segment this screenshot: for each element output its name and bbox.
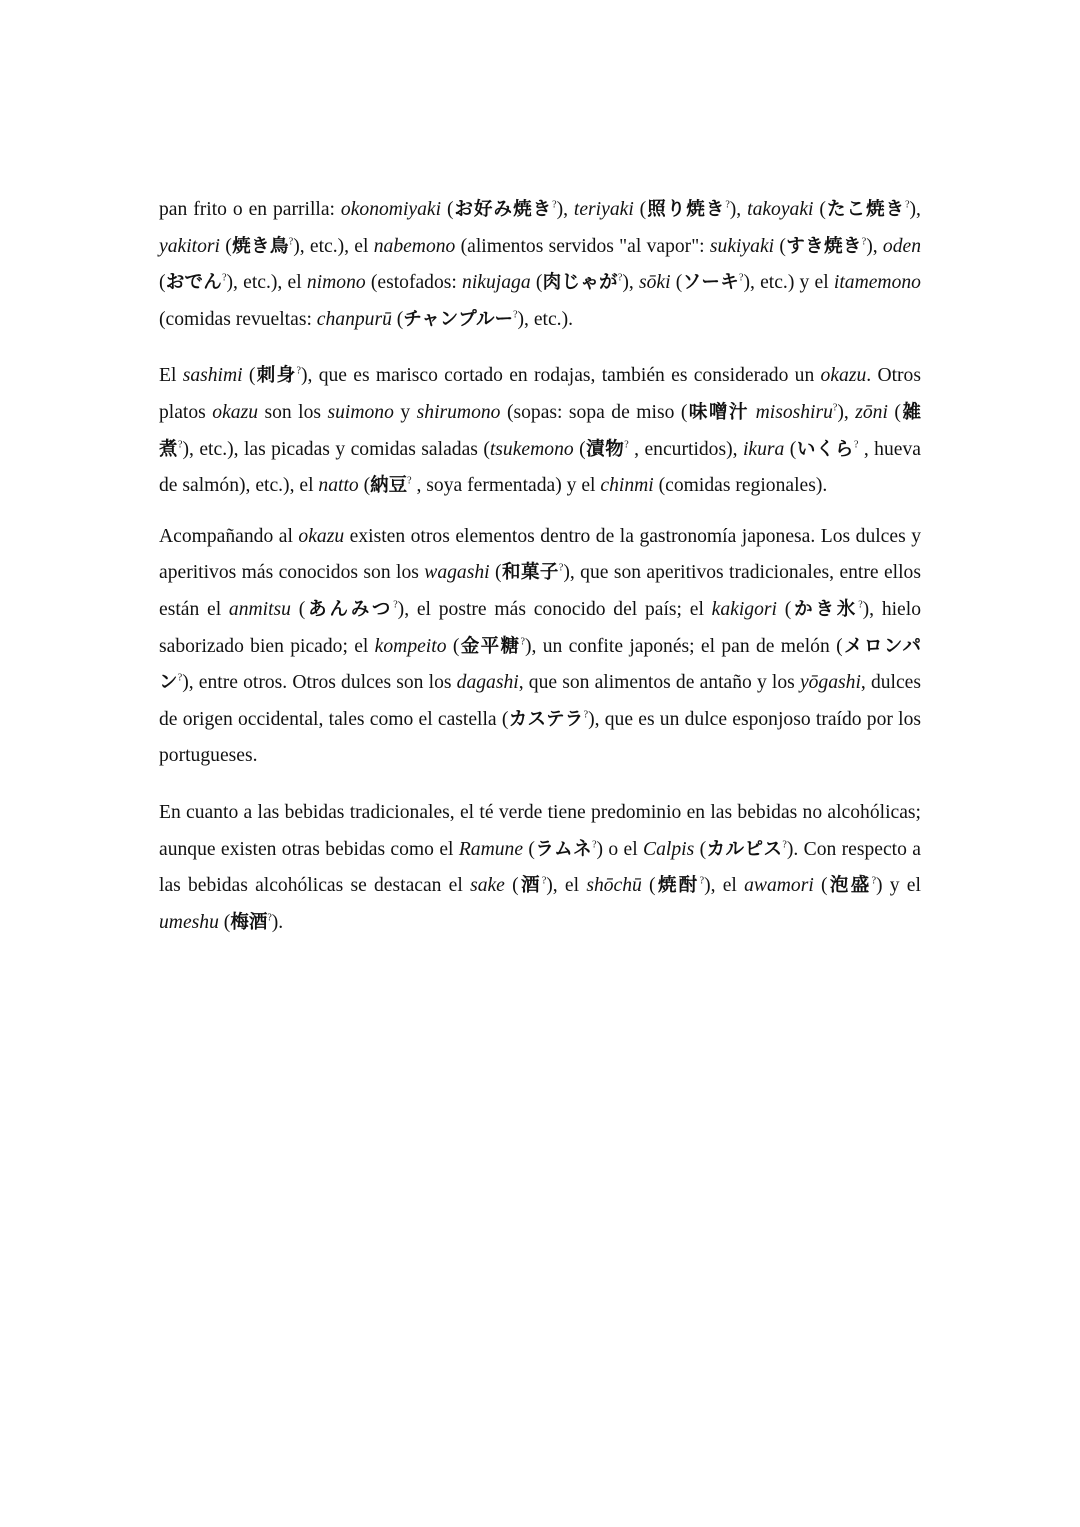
japanese-term: 焼き鳥	[231, 235, 289, 257]
text-run: ),	[837, 401, 856, 423]
italic-term: chanpurū	[316, 308, 392, 330]
text-run: (	[813, 875, 828, 897]
italic-term: Calpis	[643, 838, 695, 860]
text-run: (	[358, 475, 371, 497]
japanese-term: 漬物	[585, 438, 625, 460]
italic-term: anmitsu	[228, 598, 291, 620]
text-run: (estofados:	[365, 272, 463, 294]
missing-glyph-marker: ?	[513, 309, 518, 321]
italic-term: nikujaga	[462, 272, 531, 294]
japanese-term: チャンプルー	[403, 308, 514, 330]
text-run: (	[504, 875, 519, 897]
italic-term: sake	[470, 875, 505, 897]
missing-glyph-marker: ?	[853, 439, 859, 451]
missing-glyph-marker: ?	[617, 272, 623, 284]
japanese-term: カステラ	[508, 708, 584, 730]
text-run: (	[694, 838, 707, 860]
text-run: ), etc.).	[517, 308, 573, 330]
italic-term: natto	[318, 475, 359, 497]
text-run: ), que es marisco cortado en rodajas, también es considerado un	[301, 365, 821, 387]
japanese-term: 酒	[518, 875, 542, 897]
text-run: ), que son aperitivos tradicionales, entre ellos están el	[159, 562, 921, 620]
japanese-term: メロンパン	[159, 635, 921, 694]
missing-glyph-marker: ?	[624, 439, 629, 451]
italic-term: okazu	[298, 525, 345, 547]
text-run: ), que es un dulce esponjoso traído por los portugueses.	[159, 708, 922, 767]
text-run: (	[530, 272, 543, 294]
text-run: ). Con respecto a las bebidas alcohólicas se destacan el	[159, 838, 921, 897]
text-run: existen otros elementos dentro de la gastronomía japonesa. Los dulces y aperitivos más conocidos son los	[159, 525, 921, 584]
missing-glyph-marker: ?	[725, 199, 730, 211]
missing-glyph-marker: ?	[552, 199, 557, 211]
text-run: (	[776, 598, 792, 620]
missing-glyph-marker: ?	[583, 709, 589, 721]
missing-glyph-marker: ?	[782, 838, 787, 850]
text-run: (	[242, 365, 256, 387]
japanese-term: 雑煮	[159, 401, 921, 460]
japanese-term: 味噌汁	[687, 401, 750, 423]
text-run: (	[218, 911, 231, 933]
text-run: , encurtidos),	[628, 438, 743, 460]
japanese-term: ラムネ	[534, 838, 593, 860]
paragraph-beverages	[159, 795, 921, 941]
text-run: (	[813, 199, 826, 220]
text-run: ), hielo saborizado bien picado; el	[159, 598, 921, 657]
text-run: y	[393, 401, 417, 423]
text-run: (	[446, 635, 460, 657]
japanese-term: かき氷	[791, 598, 859, 620]
missing-glyph-marker: ?	[832, 402, 838, 414]
missing-glyph-marker: ?	[520, 636, 525, 647]
text-run: En cuanto a las bebidas tradicionales, el té verde tiene predominio en las bebidas no alcohólicas; aunque existen otras bebidas como el	[159, 801, 921, 860]
text-run: ),	[729, 199, 748, 220]
missing-glyph-marker: ?	[177, 672, 183, 684]
text-run: (	[290, 598, 306, 620]
paragraph-okazu-cooking-methods	[159, 192, 921, 338]
text-run: ),	[556, 199, 574, 220]
japanese-term: すき焼き	[785, 235, 862, 257]
italic-term: kakigori	[711, 598, 777, 620]
text-run: (	[159, 272, 166, 294]
text-run: . Otros platos	[159, 365, 921, 423]
japanese-term: 焼酎	[655, 875, 700, 897]
italic-term: zōni	[855, 401, 888, 423]
missing-glyph-marker: ?	[699, 875, 705, 887]
text-run: son los	[258, 401, 328, 423]
italic-term: takoyaki	[747, 199, 814, 220]
text-run: (	[573, 438, 586, 460]
text-run: ), entre otros. Otros dulces son los	[182, 672, 457, 694]
missing-glyph-marker: ?	[871, 875, 877, 887]
japanese-term: おでん	[165, 272, 223, 294]
missing-glyph-marker: ?	[393, 599, 398, 611]
japanese-term: お好み焼き	[453, 199, 553, 220]
italic-term: wagashi	[424, 562, 490, 584]
missing-glyph-marker: ?	[739, 272, 744, 284]
italic-term: yakitori	[159, 235, 220, 257]
italic-term: kompeito	[374, 635, 447, 657]
text-run: ), el	[546, 875, 587, 897]
text-run: , dulces de origen occidental, tales como el castella (	[159, 672, 921, 730]
paragraph-sweets-and-snacks	[159, 519, 921, 775]
italic-term: chinmi	[600, 475, 654, 497]
text-run: (	[784, 438, 797, 460]
italic-term: okazu	[820, 365, 867, 387]
text-run: (	[523, 838, 535, 860]
japanese-term: 梅酒	[230, 911, 268, 933]
missing-glyph-marker: ?	[861, 236, 867, 248]
missing-glyph-marker: ?	[407, 475, 412, 487]
italic-term: awamori	[744, 875, 814, 897]
missing-glyph-marker: ?	[592, 838, 597, 850]
text-run: (	[219, 235, 232, 257]
italic-term: shōchū	[586, 875, 642, 897]
missing-glyph-marker: ?	[558, 562, 564, 574]
text-run: ).	[271, 911, 284, 933]
italic-term: suimono	[327, 401, 394, 423]
missing-glyph-marker: ?	[222, 272, 227, 284]
text-run: ), etc.), el	[293, 235, 374, 257]
missing-glyph-marker: ?	[178, 439, 183, 451]
japanese-term: 肉じゃが	[542, 272, 618, 294]
italic-term: shirumono	[416, 401, 501, 423]
italic-term: teriyaki	[573, 199, 634, 220]
text-run: (	[670, 272, 683, 294]
text-run: ) y el	[876, 875, 921, 897]
japanese-term: あんみつ	[305, 598, 394, 620]
italic-term: nimono	[306, 272, 366, 294]
italic-term: oden	[882, 235, 921, 257]
text-run: ),	[866, 235, 883, 257]
text-run: (alimentos servidos "al vapor":	[455, 235, 710, 257]
italic-term: umeshu	[159, 911, 219, 933]
italic-term: itamemono	[833, 272, 921, 294]
italic-term: yōgashi	[799, 672, 861, 694]
japanese-term: いくら	[796, 438, 854, 460]
text-run: (	[633, 199, 647, 220]
missing-glyph-marker: ?	[858, 599, 863, 611]
japanese-term: ソーキ	[682, 272, 740, 294]
italic-term: dagashi	[456, 672, 519, 694]
italic-term: Ramune	[458, 838, 524, 860]
italic-term: sukiyaki	[709, 235, 775, 257]
missing-glyph-marker: ?	[541, 875, 547, 887]
text-run: ), etc.), el	[226, 272, 307, 294]
italic-term: okonomiyaki	[340, 199, 442, 220]
text-run: (	[774, 235, 786, 257]
text-run: , hueva de salmón), etc.), el	[159, 438, 921, 497]
italic-term: ikura	[742, 438, 785, 460]
text-run: (comidas revueltas:	[159, 308, 317, 330]
document-page	[159, 192, 921, 941]
text-run: Acompañando al	[159, 525, 299, 547]
japanese-term: 和菓子	[501, 562, 559, 584]
text-run: (	[641, 875, 656, 897]
text-run: (	[391, 308, 404, 330]
italic-term: nabemono	[373, 235, 456, 257]
text-run: ), un confite japonés; el pan de melón (	[524, 635, 843, 657]
text-run: ),	[909, 199, 921, 220]
text-run: ), etc.) y el	[743, 272, 834, 294]
japanese-term: 泡盛	[827, 875, 872, 897]
missing-glyph-marker: ?	[905, 199, 910, 211]
italic-term: tsukemono	[489, 438, 574, 460]
missing-glyph-marker: ?	[267, 912, 272, 924]
japanese-term: たこ焼き	[825, 199, 906, 220]
text-run: ), el postre más conocido del país; el	[397, 598, 712, 620]
text-run: (comidas regionales).	[653, 475, 828, 497]
text-run: ), etc.), las picadas y comidas saladas (	[182, 438, 490, 460]
missing-glyph-marker: ?	[296, 365, 301, 377]
italic-term: sashimi	[182, 365, 243, 387]
japanese-term: カルピス	[706, 838, 783, 860]
paragraph-sashimi-and-soups	[159, 358, 921, 504]
text-run: El	[159, 365, 183, 387]
text-run: (sopas: sopa de miso (	[500, 401, 688, 423]
text-run: (	[489, 562, 502, 584]
japanese-term: 金平糖	[459, 635, 521, 657]
text-run: ), el	[704, 875, 745, 897]
text-run: ) o el	[596, 838, 644, 860]
text-run: (	[441, 199, 454, 220]
text-run: pan frito o en parrilla:	[159, 199, 341, 220]
italic-term: okazu	[212, 401, 258, 423]
japanese-term: 納豆	[370, 475, 408, 497]
text-run: ),	[622, 272, 639, 294]
text-run: , que son alimentos de antaño y los	[518, 672, 800, 694]
text-run: (	[887, 401, 901, 423]
text-run: , soya fermentada) y el	[411, 475, 601, 497]
japanese-term: 刺身	[255, 365, 297, 387]
missing-glyph-marker: ?	[288, 236, 294, 248]
italic-term: sōki	[638, 272, 671, 294]
italic-term: misoshiru	[755, 401, 833, 423]
japanese-term: 照り焼き	[646, 199, 726, 220]
